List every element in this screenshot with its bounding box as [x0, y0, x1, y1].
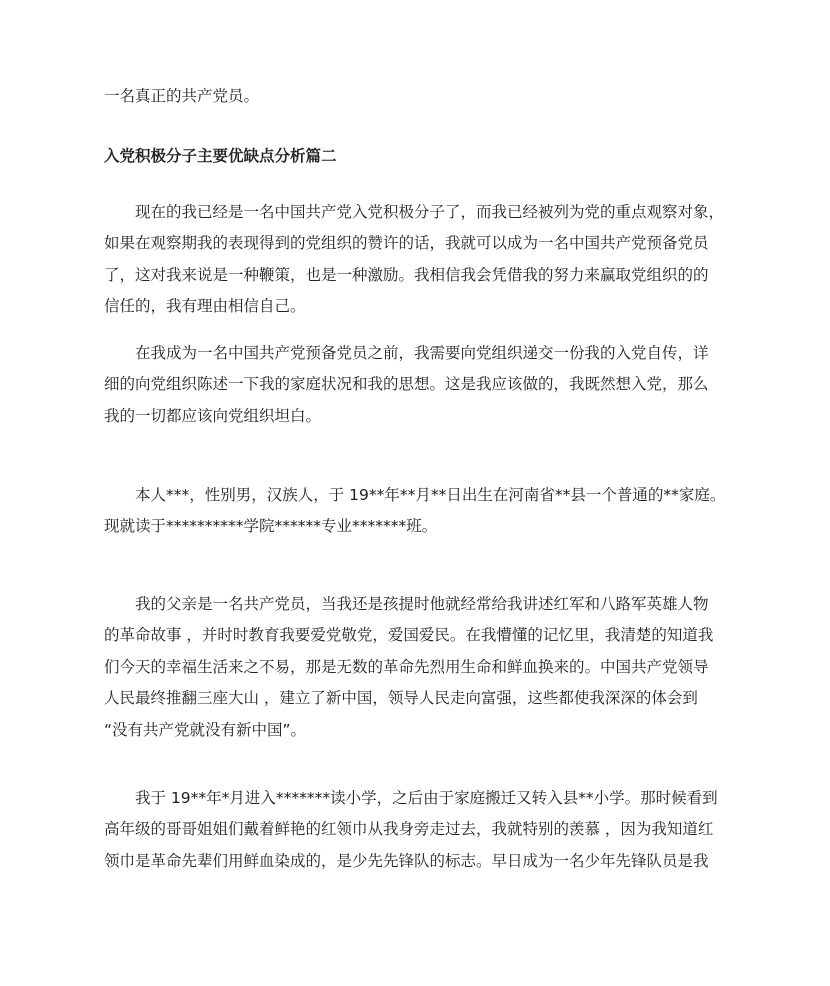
section-heading: [104, 141, 744, 172]
text-line: 细的向党组织陈述一下我的家庭状况和我的思想。这是我应该做的，我既然想入党，那么: [104, 375, 709, 394]
text-line: 信任的，我有理由相信自己。: [104, 297, 306, 316]
text-line: 了，这对我来说是一种鞭策，也是一种激励。我相信我会凭借我的努力来赢取党组织的的: [104, 265, 709, 284]
text-line: 我的父亲是一名共产党员，当我还是孩提时他就经常给我讲述红军和八路军英雄人物: [104, 595, 709, 613]
paragraph: [104, 197, 744, 323]
text-line: 在我成为一名中国共产党预备党员之前，我需要向党组织递交一份我的入党自传，详: [104, 344, 709, 362]
text-line: 我的一切都应该向党组织坦白。: [104, 406, 322, 425]
paragraph: [104, 783, 744, 877]
text-line: 的革命故事 ，并时时教育我要爱党敬党，爱国爱民。在我懵懂的记忆里，我清楚的知道我: [104, 626, 714, 645]
text-line: “没有共产党就没有新中国”。: [104, 720, 307, 739]
text-line: 领巾是革命先辈们用鲜血染成的，是少先先锋队的标志。早日成为一名少年先锋队员是我: [104, 851, 709, 870]
text-line: 一名真正的共产党员。: [104, 87, 260, 105]
text-line: 我于 19**年*月进入*******读小学，之后由于家庭搬迁又转入县**小学。那时候看到: [104, 789, 718, 807]
paragraph: [104, 480, 744, 543]
text-line: 们今天的幸福生活来之不易，那是无数的革命先烈用生命和鲜血换来的。中国共产党领导: [104, 657, 709, 676]
text-line: 入党积极分子主要优缺点分析篇二: [104, 147, 337, 165]
paragraph: [104, 81, 744, 112]
text-line: 现在的我已经是一名中国共产党入党积极分子了，而我已经被列为党的重点观察对象，: [104, 203, 725, 221]
text-line: 现就读于**********学院******专业*******班。: [104, 517, 438, 536]
text-line: 高年级的哥哥姐姐们戴着鲜艳的红领巾从我身旁走过去，我就特别的羡慕 ，因为我知道红: [104, 820, 714, 839]
paragraph: [104, 338, 744, 432]
text-line: 如果在观察期我的表现得到的党组织的赞许的话，我就可以成为一名中国共产党预备党员: [104, 234, 709, 253]
paragraph: [104, 589, 744, 746]
text-line: 人民最终推翻三座大山 ，建立了新中国，领导人民走向富强，这些都使我深深的体会到: [104, 689, 698, 708]
text-line: 本人***，性别男，汉族人，于 19**年**月**日出生在河南省**县一个普通的**家庭。: [104, 486, 726, 504]
